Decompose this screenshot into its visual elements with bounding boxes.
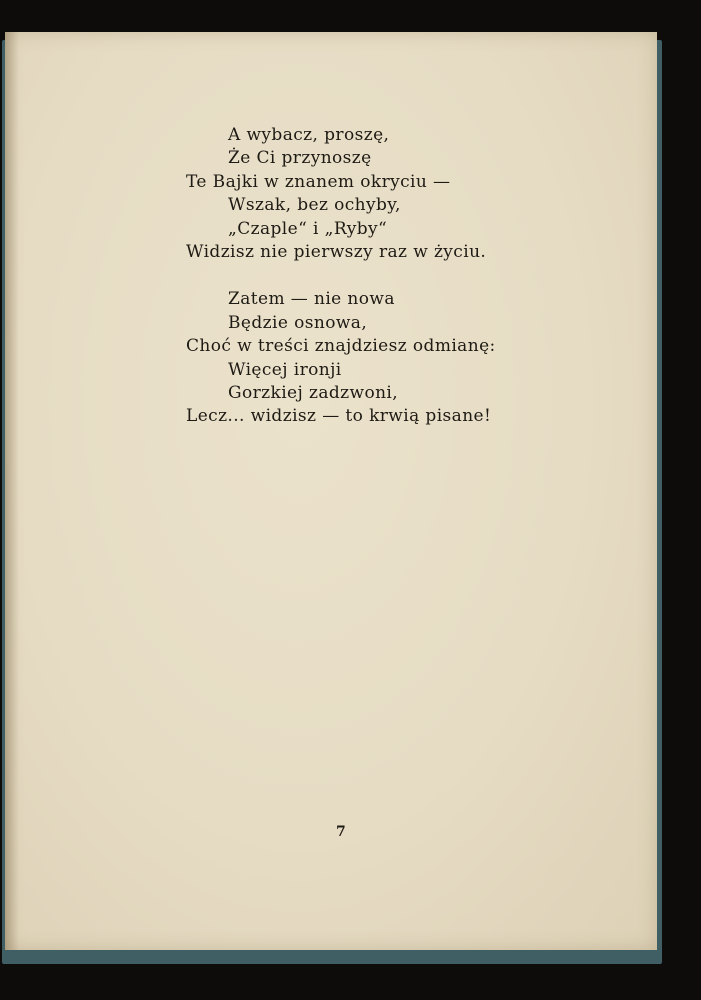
poem-line: Widzisz nie pierwszy raz w życiu. [186, 241, 487, 262]
poem-line: Lecz... widzisz — to krwią pisane! [186, 406, 492, 427]
stanza-1 [186, 124, 516, 264]
poem-line: „Czaple“ i „Ryby“ [228, 218, 388, 239]
poem-line: Będzie osnowa, [228, 312, 368, 333]
poem-line: Choć w treści znajdziesz odmianę: [186, 336, 496, 357]
stanza-gap [186, 264, 516, 288]
poem-line: Zatem — nie nowa [228, 289, 395, 310]
poem-line: A wybacz, proszę, [228, 125, 390, 145]
poem-line: Gorzkiej zadzwoni, [228, 382, 399, 403]
poem-line: Te Bajki w znanem okryciu — [186, 171, 451, 192]
page-number: 7 [336, 824, 346, 840]
poem [186, 124, 516, 429]
poem-line: Że Ci przynoszę [228, 148, 372, 169]
poem-line: Wszak, bez ochyby, [228, 195, 401, 216]
poem-line: Więcej ironji [228, 359, 342, 380]
page-gutter [5, 32, 19, 950]
stanza-2 [186, 288, 516, 428]
